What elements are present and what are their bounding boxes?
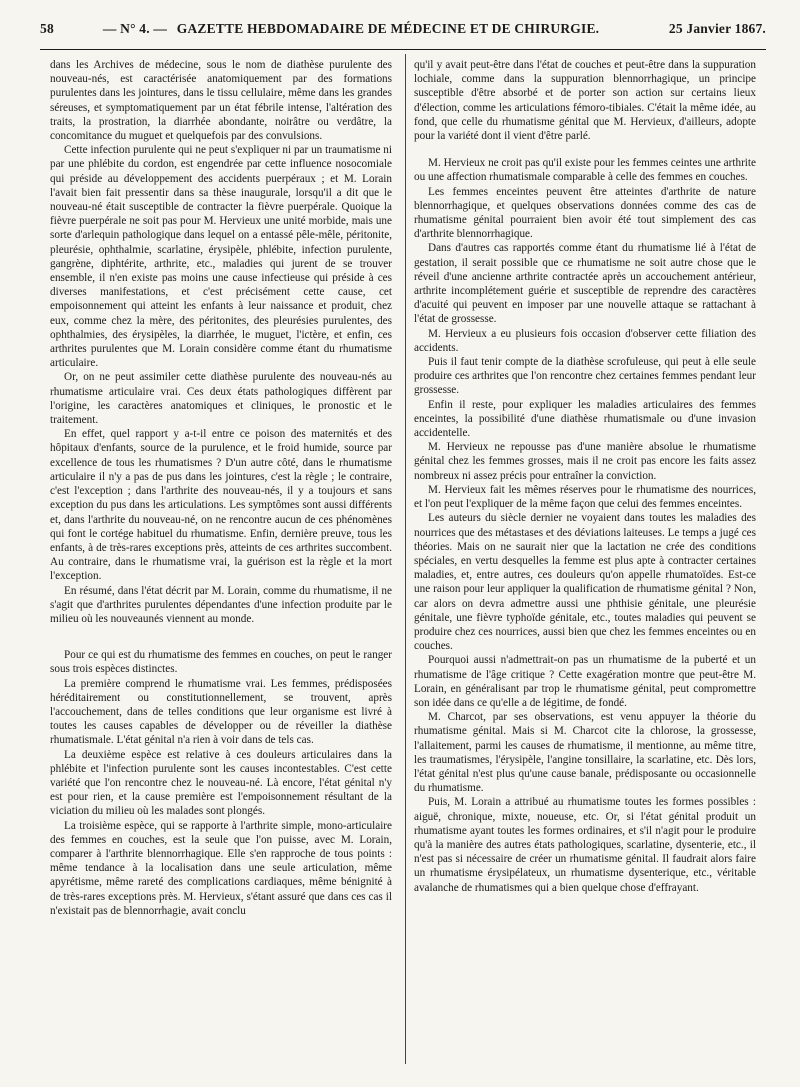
paragraph: Puis, M. Lorain a attribué au rhumatisme toutes les formes possibles : aiguë, chronique, mixte, noueuse, etc. Or, si l'état génital produit un rhumatisme ayant toutes les formes ordinaires, et s'il n'agit pour le produire qu'à la manière des autres états pathologiques, scarlatine, dysenterie, etc., il n'est pas si nécessaire de créer un rhumatisme génital. Il faudrait alors faire un rhumatisme érysipélateux, un rhumatisme dysenterique, etc., véritable avalanche de rhumatismes qui a bien quelque chose d'effrayant.	[414, 796, 756, 894]
paragraph: Les femmes enceintes peuvent être atteintes d'arthrite de nature blennorrhagique, et quelques observations données comme des cas de rhumatisme génital pourraient bien avoir été tout simplement des cas d'arthrite blennorrhagique.	[414, 185, 756, 241]
paragraph: Pour ce qui est du rhumatisme des femmes en couches, on peut le ranger sous trois espèces distinctes.	[50, 649, 392, 676]
paragraph: La première comprend le rhumatisme vrai. Les femmes, prédisposées héréditairement ou constitutionnellement, se trouvent, après l'accouchement, dans de telles conditions que leur organisme est livré à toutes les causes capables de développer ou de réveiller la diathèse rhumatismale. L'état génital n'a rien à voir dans de tels cas.	[50, 677, 392, 747]
paragraph: Puis il faut tenir compte de la diathèse scrofuleuse, qui peut à elle seule produire ces arthrites que l'on rencontre chez certaines femmes pendant leur grossesse.	[414, 356, 756, 397]
paragraph: La deuxième espèce est relative à ces douleurs articulaires dans la phlébite et l'infection purulente sont les causes incontestables. C'est cette variété que l'on rencontre chez le nouveau-né. Là encore, l'état génital n'y est pour rien, et la cause première est l'empoisonnement résultant de la viciation du milieu où les malades sont plongés.	[50, 748, 392, 818]
header-rule	[40, 49, 766, 50]
paragraph: Or, on ne peut assimiler cette diathèse purulente des nouveau-nés au rhumatisme articulaire vrai. Ces deux états pathologiques diffèrent par l'origine, les caractères anatomiques et cliniques, le pronostic et le traitement.	[50, 371, 392, 427]
paragraph: Enfin il reste, pour expliquer les maladies articulaires des femmes enceintes, la possibilité d'une diathèse rhumatismale ou d'une invasion accidentelle.	[414, 398, 756, 440]
paragraph: Cette infection purulente qui ne peut s'expliquer ni par un traumatisme ni par une phlébite du cordon, est engendrée par cette influence nosocomiale qui préside au développement des accidents puerpéraux ; et M. Lorain l'avait bien fait pressentir dans sa thèse inaugurale, lorsqu'il a dit que le nouveau-né était susceptible de contracter la fièvre puerpérale. Quoique la fièvre puerpérale ne soit pas pour M. Hervieux une unité morbide, mais une sorte d'arlequin pathologique dans lequel on a entassé pêle-mêle, péritonite, pleurésie, ophthalmie, scarlatine, érysipèle, phlébite, infection purulente, gangrène, diphtérite, arthrite, etc., maladies qui jurent de se trouver ensemble, il n'en existe pas moins une cause infectieuse qui préside à ces diverses manifestations, et c'est précisément cette cause, cet empoisonnement qui atteint les enfants à leur naissance et produit, chez eux, comme chez la mère, des péritonites, des pleurésies purulentes, des ophthalmies, des érysipèles, la diarrhée, le muguet, l'ictère, et enfin, ces arthrites purulentes que M. Lorain considère comme étant du rhumatisme articulaire.	[50, 144, 392, 370]
page-header	[40, 14, 766, 44]
paragraph: M. Hervieux ne croit pas qu'il existe pour les femmes ceintes une arthrite ou une affection rhumatismale comparable à celle des femmes en couches.	[414, 157, 756, 184]
paragraph: En effet, quel rapport y a-t-il entre ce poison des maternités et des hôpitaux d'enfants, source de la purulence, et le froid humide, source par excellence de tous les rhumatismes ? D'un autre côté, dans le rhumatisme articulaire il n'y a pas de pus dans les jointures, c'est la règle ; le contraire, c'est l'exception ; dans l'arthrite des nouveau-nés, il y a toujours et sans exception du pus dans les articulations. Les symptômes sont aussi différents et, dans l'arthrite du nouveau-né, on ne rencontre aucun de ces phénomènes qui font le cortége habituel du rhumatisme. Enfin, dernière preuve, tous les enfants, à de très-rares exceptions près, atteints de ces arthrites succombent. Au contraire, dans le rhumatisme vrai, la guérison est la règle et la mort l'exception.	[50, 428, 392, 583]
issue-date: 25 Janvier 1867.	[668, 21, 766, 36]
column-divider	[405, 54, 406, 1064]
journal-title: GAZETTE HEBDOMADAIRE DE MÉDECINE ET DE CHIRURGIE.	[176, 21, 600, 36]
paragraph: Dans d'autres cas rapportés comme étant du rhumatisme lié à l'état de gestation, il serait possible que ce rhumatisme ne soit autre chose que le réveil d'une ancienne arthrite contractée après un accouchement antérieur, arthrite incomplétement guérie et susceptible de reprendre des caractères d'acuité qui peuvent en imposer par une nouvelle attaque se rattachant à l'état de grossesse.	[414, 242, 756, 326]
left-column	[50, 58, 392, 918]
issue-number: — N° 4. —	[102, 21, 168, 36]
paragraph: La troisième espèce, qui se rapporte à l'arthrite simple, mono-articulaire des femmes en couches, est la seule que l'on puisse, avec M. Lorain, comparer à l'arthrite blennorrhagique. Elle s'en rapproche de tous points : même tendance à la localisation dans une seule articulation, même apyrétisme, même rareté des complications cardiaques, même bénignité à de très-rares exceptions près. M. Hervieux, s'étant assuré que dans ces cas il n'existait pas de blennorrhagie, avait conclu	[50, 819, 392, 917]
right-column	[414, 58, 756, 895]
paragraph: Les auteurs du siècle dernier ne voyaient dans toutes les maladies des nourrices que des métastases et des déviations laiteuses. Le temps a jugé ces théories. Mais on ne saurait nier que la lactation ne crée des conditions spéciales, en vertu desquelles la femme est plus apte à contracter certaines maladies, et, entre autres, ces douleurs qu'on appelle rhumatoïdes. Est-ce une raison pour leur appliquer la qualification de rhumatisme génital ? Non, car alors on devra admettre aussi une phthisie génitale, une pleurésie génitale, une fièvre typhoïde génitale, etc., toutes maladies qui peuvent se produire chez ces nourrices, aussi bien que chez les femmes enceintes ou en couches.	[414, 512, 756, 653]
paragraph: M. Charcot, par ses observations, est venu appuyer la théorie du rhumatisme génital. Mais si M. Charcot cite la chlorose, la grossesse, l'allaitement, parmi les causes de rhumatisme, il mentionne, au même titre, les traumatismes, l'érysipèle, l'angine tonsillaire, la scarlatine, etc. Dès lors, l'état génital n'est plus qu'une cause banale, prédisposante ou occasionnelle du rhumatisme.	[414, 711, 756, 795]
paragraph: M. Hervieux a eu plusieurs fois occasion d'observer cette filiation des accidents.	[414, 327, 756, 354]
paragraph: qu'il y avait peut-être dans l'état de couches et peut-être dans la suppuration lochiale, comme dans la suppuration blennorrhagique, un principe susceptible d'être absorbé et de porter son action sur certains lieux d'élection, comme les articulations fémoro-tibiales. C'était la même idée, au fond, que celle du rhumatisme génital que M. Hervieux, d'ailleurs, adopte pour la variété dont il vient d'être parlé.	[414, 59, 756, 143]
paragraph: Pourquoi aussi n'admettrait-on pas un rhumatisme de la puberté et un rhumatisme de l'âge critique ? Cette exagération montre que peut-être M. Lorain, en généralisant par trop le rhumatisme génital, peut compromettre son idée dans ce qu'elle a de légitime, de fondé.	[414, 654, 756, 709]
paragraph: M. Hervieux fait les mêmes réserves pour le rhumatisme des nourrices, et l'on peut l'expliquer de la même façon que celui des femmes enceintes.	[414, 483, 756, 511]
paragraph: dans les Archives de médecine, sous le nom de diathèse purulente des nouveau-nés, est caractérisée anatomiquement par des formations purulentes dans les jointures, dans le tissu cellulaire, même dans les grandes séreuses, et symptomatiquement par un état fébrile intense, l'altération des traits, la prostration, la diarrhée abondante, noirâtre ou verdâtre, la concomitance du muguet et quelquefois par des convulsions.	[50, 59, 392, 143]
page-number: 58	[40, 21, 54, 36]
paragraph: En résumé, dans l'état décrit par M. Lorain, comme du rhumatisme, il ne s'agit que d'arthrites purulentes dépendantes d'une infection produite par le milieu où les nouveaunés viennent au monde.	[50, 584, 392, 625]
paragraph: M. Hervieux ne repousse pas d'une manière absolue le rhumatisme génital chez les femmes grosses, mais il ne croit pas encore les faits assez nombreux ni assez précis pour entraîner la conviction.	[414, 441, 756, 482]
